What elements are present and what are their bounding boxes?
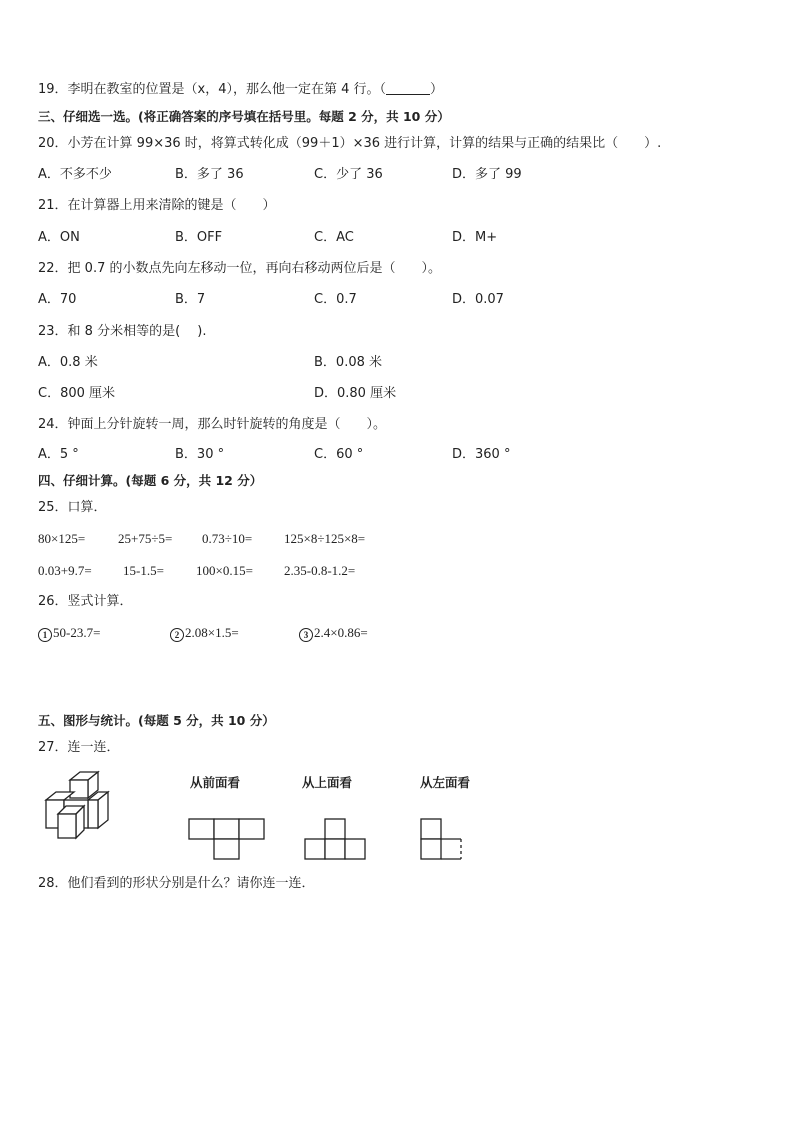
q24-option-d[interactable]: D．360 ° — [452, 447, 511, 462]
section-5-title: 五、图形与统计。(每题 5 分，共 10 分） — [38, 713, 275, 728]
view-label-left: 从左面看 — [420, 775, 471, 790]
vertical-calc-2-expr: 2.08×1.5= — [185, 625, 239, 640]
vertical-calc-2 — [170, 625, 239, 642]
mental-calc-1: 80×125= — [38, 531, 86, 546]
cube-stack-figure — [40, 772, 140, 842]
q20-option-b[interactable]: B．多了 36 — [175, 167, 244, 182]
question-21-text: 21．在计算器上用来清除的键是（ ） — [38, 198, 276, 213]
q21-option-d[interactable]: D．M+ — [452, 230, 498, 245]
vertical-calc-3 — [299, 625, 368, 642]
question-24-text: 24．钟面上分针旋转一周，那么时针旋转的角度是（ ）。 — [38, 417, 387, 432]
mental-calc-2: 25+75÷5= — [118, 531, 173, 546]
q23-option-c[interactable]: C．800 厘米 — [38, 386, 116, 401]
q23-option-b[interactable]: B．0.08 米 — [314, 355, 382, 370]
view-label-front: 从前面看 — [190, 775, 241, 790]
q21-option-b[interactable]: B．OFF — [175, 230, 223, 245]
circled-number-1: 1 — [38, 628, 52, 642]
q22-option-c[interactable]: C．0.7 — [314, 292, 357, 307]
question-23-text: 23．和 8 分米相等的是( ). — [38, 324, 207, 339]
vertical-calc-1 — [38, 625, 100, 642]
q24-option-b[interactable]: B．30 ° — [175, 447, 225, 462]
mental-calc-6: 15-1.5= — [123, 563, 164, 578]
section-4-title: 四、仔细计算。(每题 6 分，共 12 分） — [38, 473, 263, 488]
mental-calc-7: 100×0.15= — [196, 563, 253, 578]
q20-option-a[interactable]: A．不多不少 — [38, 167, 112, 182]
q22-option-d[interactable]: D．0.07 — [452, 292, 504, 307]
question-28-text: 28．他们看到的形状分别是什么？请你连一连． — [38, 876, 315, 891]
q23-option-a[interactable]: A．0.8 米 — [38, 355, 98, 370]
q24-option-a[interactable]: A．5 ° — [38, 447, 79, 462]
answer-blank[interactable] — [386, 82, 430, 95]
front-view-shape — [188, 818, 268, 860]
q22-option-b[interactable]: B．7 — [175, 292, 206, 307]
circled-number-2: 2 — [170, 628, 184, 642]
top-view-shape — [304, 818, 374, 860]
vertical-calc-1-expr: 50-23.7= — [53, 625, 101, 640]
q20-option-d[interactable]: D．多了 99 — [452, 167, 522, 182]
circled-number-3: 3 — [299, 628, 313, 642]
view-label-top: 从上面看 — [302, 775, 353, 790]
mental-calc-5: 0.03+9.7= — [38, 563, 92, 578]
q22-option-a[interactable]: A．70 — [38, 292, 77, 307]
section-3-title: 三、仔细选一选。(将正确答案的序号填在括号里。每题 2 分，共 10 分） — [38, 109, 450, 124]
q21-option-a[interactable]: A．ON — [38, 230, 80, 245]
left-view-shape — [420, 818, 470, 860]
q23-option-d[interactable]: D．0.80 厘米 — [314, 386, 397, 401]
q21-option-c[interactable]: C．AC — [314, 230, 354, 245]
question-19-text: 19．李明在教室的位置是（x，4），那么他一定在第 4 行。（ — [38, 82, 387, 97]
vertical-calc-3-expr: 2.4×0.86= — [314, 625, 368, 640]
question-27-text: 27．连一连． — [38, 740, 120, 755]
question-19-close: ） — [430, 82, 444, 97]
mental-calc-8: 2.35-0.8-1.2= — [284, 563, 356, 578]
mental-calc-3: 0.73÷10= — [202, 531, 253, 546]
mental-calc-4: 125×8÷125×8= — [284, 531, 366, 546]
q20-option-c[interactable]: C．少了 36 — [314, 167, 383, 182]
q24-option-c[interactable]: C．60 ° — [314, 447, 364, 462]
question-25-text: 25．口算． — [38, 500, 107, 515]
question-20-text: 20．小芳在计算 99×36 时，将算式转化成（99＋1）×36 进行计算，计算的结果与正确的结果比（ ）. — [38, 136, 662, 151]
question-19 — [38, 82, 443, 98]
question-22-text: 22．把 0.7 的小数点先向左移动一位，再向右移动两位后是（ ）。 — [38, 261, 441, 276]
question-26-text: 26．竖式计算． — [38, 594, 133, 609]
